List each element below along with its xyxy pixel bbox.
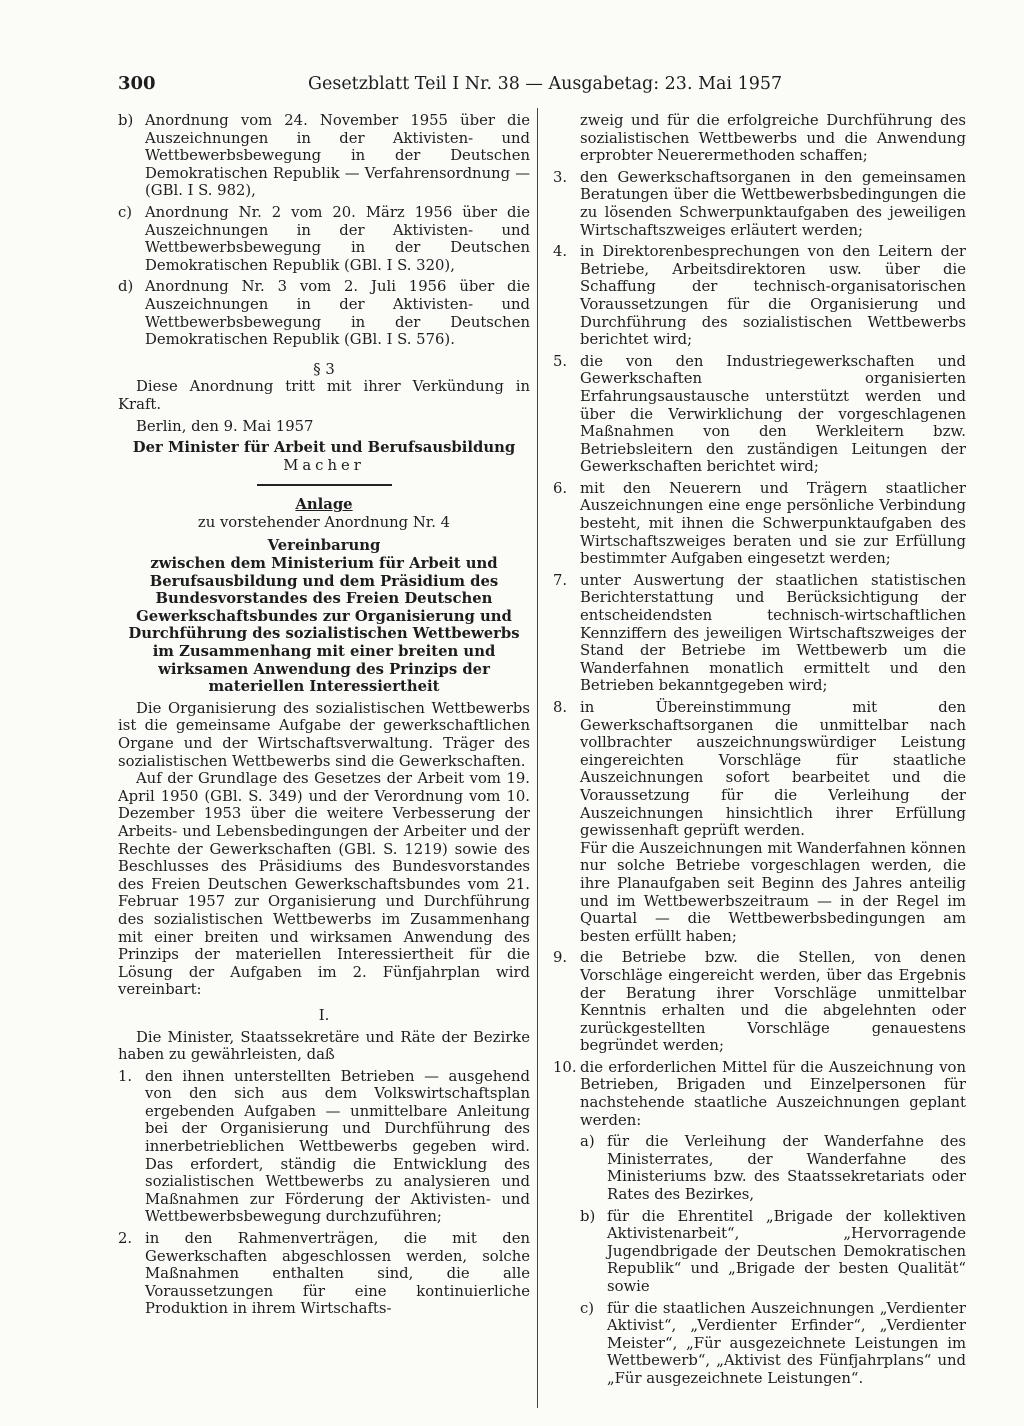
item-text: Anordnung Nr. 2 vom 20. März 1956 über die Auszeichnungen in der Aktivisten- und Wettbewerbsbewegung in der Deutschen Demokratischen Republik (GBl. I S. 320), xyxy=(145,203,530,274)
item-number: 6. xyxy=(553,479,568,497)
gazette-title: Gesetzblatt Teil I Nr. 38 — Ausgabetag: 23. Mai 1957 xyxy=(308,74,783,94)
item-label: c) xyxy=(118,203,133,221)
item-text: Anordnung Nr. 3 vom 2. Juli 1956 über die Auszeichnungen in der Aktivisten- und Wettbewerbsbewegung in der Deutschen Demokratischen Republik (GBl. I S. 576). xyxy=(145,278,530,349)
numbered-item xyxy=(118,1230,530,1318)
anlage-reference: zu vorstehender Anordnung Nr. 4 xyxy=(197,513,451,531)
roman-heading: I. xyxy=(318,1006,330,1024)
minister-name: Macher xyxy=(283,456,365,474)
numbered-item xyxy=(553,353,966,476)
numbered-item xyxy=(553,1059,966,1129)
section-text: Diese Anordnung tritt mit ihrer Verkündung in Kraft. xyxy=(118,378,530,413)
separator-rule xyxy=(257,484,392,486)
column-divider xyxy=(537,108,538,1408)
item-extra-text: Für die Auszeichnungen mit Wanderfahnen können nur solche Betriebe vorgeschlagen werden, die ihre Planaufgaben seit Beginn des Jahres anteilig und im Wettbewerbszeitraum — in der Regel im Quartal — die Wettbewerbsbedingungen am besten erfüllt haben; xyxy=(580,839,966,945)
item-text: den Gewerkschaftsorganen in den gemeinsamen Beratungen über die Wettbewerbsbedingungen die zu lösenden Schwerpunktaufgaben des jeweiligen Wirtschaftszweiges erläutert werden; xyxy=(580,168,966,239)
paragraph: Die Organisierung des sozialistischen Wettbewerbs ist die gemeinsame Aufgabe der gewerkschaftlichen Organe und der Wirtschaftsverwaltung. Träger des sozialistischen Wettbewerbs sind die Gewerkschaften. xyxy=(118,699,530,770)
item-number: 5. xyxy=(553,352,568,370)
sub-item-text: für die staatlichen Auszeichnungen „Verdienter Aktivist“, „Verdienter Erfinder“, „Verdienter Meister“, „Für ausgezeichnete Leistungen im Wettbewerb“, „Aktivist des Fünfjahrplans“ und „Für ausgezeichnete Leistungen“. xyxy=(607,1299,966,1387)
numbered-item xyxy=(118,1068,530,1226)
sub-item xyxy=(580,1133,966,1203)
item-text: in Übereinstimmung mit den Gewerkschaftsorganen die unmittelbar nach vollbrachter auszeichnungswürdiger Leistung eingereichten Vorschläge für staatliche Auszeichnungen sofort bearbeitet und die Voraussetzung für die Verleihung der Auszeichnungen hinsichtlich ihrer Erfüllung gewissenhaft geprüft werden. xyxy=(580,699,966,840)
item-text: den ihnen unterstellten Betrieben — ausgehend von den sich aus dem Volkswirtschaftsplan ergebenden Aufgaben — unmittelbare Anleitung bei der Organisierung und Durchführung des innerbetrieblichen Wettbewerbs gegeben wird. Das erfordert, ständig die Entwicklung des sozialistischen Wettbewerbs zu analysieren und Maßnahmen zur Förderung der Aktivisten- und Wettbewerbsbewegung durchzuführen; xyxy=(145,1067,530,1226)
numbered-item xyxy=(553,169,966,239)
item-number: 10. xyxy=(553,1058,577,1076)
list-item xyxy=(118,204,530,274)
agreement-heading: Vereinbarung xyxy=(267,537,381,555)
item-label: b) xyxy=(118,112,134,129)
minister-title: Der Minister für Arbeit und Berufsausbildung xyxy=(132,439,516,457)
list-item xyxy=(118,278,530,348)
numbered-item xyxy=(553,572,966,695)
item-text: die von den Industriegewerkschaften und Gewerkschaften organisierten Erfahrungsaustausche unterstützt werden und über die Verwirklichung der vorgeschlagenen Maßnahmen von den Werkleitern bzw. Betriebsleitern den zuständigen Leitungen der Gewerkschaften berichtet wird; xyxy=(580,352,966,476)
page-number: 300 xyxy=(118,73,156,94)
anlage-label: Anlage xyxy=(295,496,353,514)
section-heading: § 3 xyxy=(313,360,335,378)
item-label: d) xyxy=(118,278,134,296)
sub-item xyxy=(580,1208,966,1296)
numbered-item xyxy=(553,699,966,945)
item-number: 3. xyxy=(553,168,568,186)
item-number: 9. xyxy=(553,949,568,967)
sub-item-label: a) xyxy=(580,1133,595,1151)
sub-list xyxy=(580,1133,966,1387)
item-number: 7. xyxy=(553,571,568,589)
sub-item-text: für die Ehrentitel „Brigade der kollektiven Aktivistenarbeit“, „Hervorragende Jugendbrigade der Deutschen Demokratischen Republik“ und „Brigade der besten Qualität“ sowie xyxy=(607,1207,966,1295)
item-number: 2. xyxy=(118,1230,133,1248)
item-text: Anordnung vom 24. November 1955 über die Auszeichnungen in der Aktivisten- und Wettbewerbsbewegung in der Deutschen Demokratischen Republik — Verfahrensordnung — (GBl. I S. 982), xyxy=(145,112,530,200)
item-text: mit den Neuerern und Trägern staatlicher Auszeichnungen eine enge persönliche Verbindung besteht, mit ihnen die Schwerpunktaufgaben des Wirtschaftszweiges beraten und sie zur Erfüllung bestimmter Aufgaben eingesetzt werden; xyxy=(580,479,966,568)
intro-text: Die Minister, Staatssekretäre und Räte der Bezirke haben zu gewährleisten, daß xyxy=(118,1028,530,1064)
agreement-title: zwischen dem Ministerium für Arbeit und Berufsausbildung und dem Präsidium des Bundesvorstandes des Freien Deutschen Gewerkschaftsbundes zur Organisierung und Durchführung des sozialistischen Wettbewerbs im Zusammenhang mit einer breiten und wirksamen Anwendung des Prinzips der materiellen Interessiertheit xyxy=(128,555,520,696)
item-text: in Direktorenbesprechungen von den Leitern der Betriebe, Arbeitsdirektoren usw. über die Schaffung der technisch-organisatorischen Voraussetzungen für die Organisierung und Durchführung des sozialistischen Wettbewerbs berichtet wird; xyxy=(580,243,966,349)
item-text: die Betriebe bzw. die Stellen, von denen Vorschläge eingereicht werden, über das Ergebnis der Beratung ihrer Vorschläge unmittelbar Kenntnis erhalten und die abgelehnten oder zurückgestellten Vorschläge genauestens begründet werden; xyxy=(580,949,966,1055)
numbered-item xyxy=(553,949,966,1055)
item-text: unter Auswertung der staatlichen statistischen Berichterstattung und Berücksichtigung der entscheidendsten technisch-wirtschaftlichen Kennziffern des jeweiligen Wirtschaftszweiges der Stand der Betriebe im Wettbewerb um die Wanderfahnen monatlich ermittelt und den Betrieben bekanntgegeben wird; xyxy=(580,571,966,695)
numbered-item xyxy=(553,480,966,568)
left-column xyxy=(118,112,530,1322)
item-text: die erforderlichen Mittel für die Auszeichnung von Betrieben, Brigaden und Einzelpersonen für nachstehende staatliche Auszeichnungen geplant werden: xyxy=(580,1058,966,1129)
item-number: 8. xyxy=(553,699,568,716)
item-number: 1. xyxy=(118,1067,133,1085)
item-number: 4. xyxy=(553,243,568,261)
item-text: in den Rahmenverträgen, die mit den Gewerkschaften abgeschlossen werden, solche Maßnahmen enthalten sind, die alle Voraussetzungen für eine kontinuierliche Produktion in ihrem Wirtschafts- xyxy=(145,1230,530,1318)
place-date: Berlin, den 9. Mai 1957 xyxy=(136,417,314,435)
continuation-text: zweig und für die erfolgreiche Durchführung des sozialistischen Wettbewerbs und die Anwendung erprobter Neuerermethoden schaffen; xyxy=(580,112,966,165)
list-item xyxy=(118,112,530,200)
sub-item xyxy=(580,1300,966,1388)
sub-item-text: für die Verleihung der Wanderfahne des Ministerrates, der Wanderfahne des Ministeriums bzw. des Staatssekretariats oder Rates des Bezirkes, xyxy=(607,1133,966,1204)
numbered-item xyxy=(553,243,966,349)
paragraph: Auf der Grundlage des Gesetzes der Arbeit vom 19. April 1950 (GBl. S. 349) und der Verordnung vom 10. Dezember 1953 über die weitere Verbesserung der Arbeits- und Lebensbedingungen der Arbeiter und der Rechte der Gewerkschaften (GBl. S. 1219) sowie des Beschlusses des Präsidiums des Bundesvorstandes des Freien Deutschen Gewerkschaftsbundes vom 21. Februar 1957 zur Organisierung und Durchführung des sozialistischen Wettbewerbs im Zusammenhang mit einer breiten und wirksamen Anwendung des Prinzips der materiellen Interessiertheit für die Lösung der Aufgaben im 2. Fünfjahrplan wird vereinbart: xyxy=(118,770,530,999)
right-column xyxy=(553,112,966,1392)
page-header xyxy=(118,72,968,96)
sub-item-label: b) xyxy=(580,1207,596,1225)
sub-item-label: c) xyxy=(580,1299,595,1317)
